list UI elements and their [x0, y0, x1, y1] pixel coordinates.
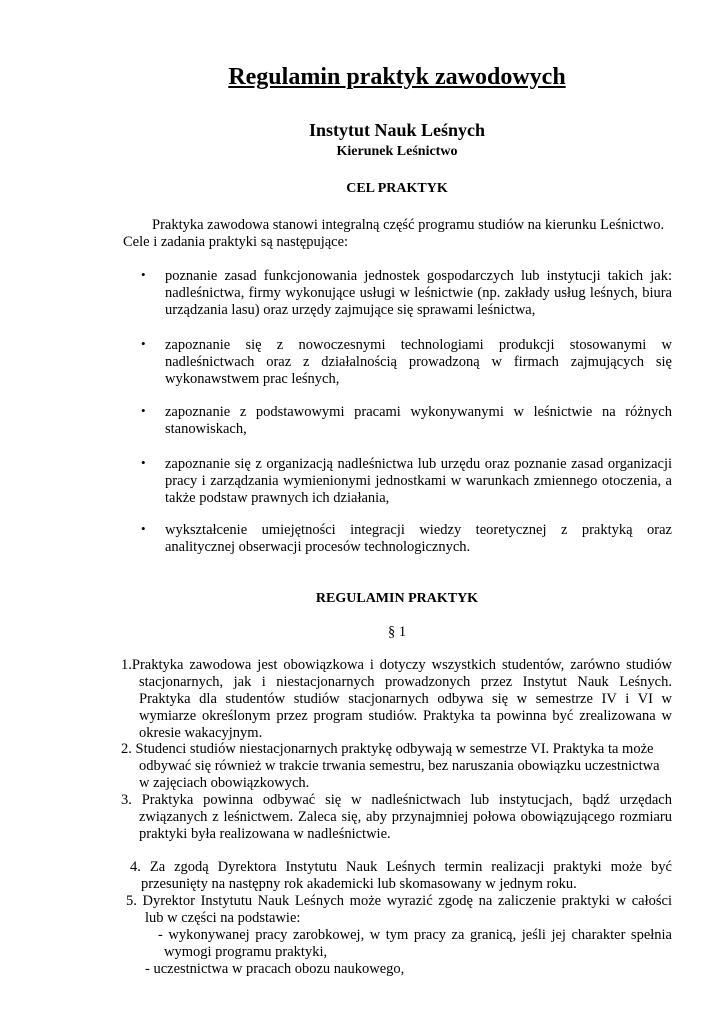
section-heading-goals: CEL PRAKTYK	[346, 181, 448, 196]
bullet-icon: •	[141, 455, 146, 470]
intro-line: Praktyka zawodowa stanowi integralną część programu studiów na kierunku Leśnictwo.	[152, 217, 665, 233]
rule-line: lub w części na podstawie:	[145, 910, 301, 926]
rule-line: wymiarze określonym przez program studiów. Praktyka ta powinna być zrealizowana w	[139, 708, 672, 724]
section-heading-regulations: REGULAMIN PRAKTYK	[315, 591, 479, 606]
institute-name: Instytut Nauk Leśnych	[308, 120, 486, 140]
rule-line: 1.Praktyka zawodowa jest obowiązkowa i dotyczy wszystkich studentów, zarówno studiów	[121, 657, 672, 673]
goal-line: nadleśnictwa, firmy wykonujące usługi w leśnictwie (np. zakłady usług leśnych, biura	[165, 285, 672, 301]
bullet-icon: •	[141, 336, 146, 351]
goal-line: wykonawstwem prac leśnych,	[165, 371, 340, 387]
rule-line: - wykonywanej pracy zarobkowej, w tym pracy za granicą, jeśli jej charakter spełnia	[158, 927, 672, 943]
field-of-study: Kierunek Leśnictwo	[336, 144, 458, 159]
rule-line: w zajęciach obowiązkowych.	[139, 775, 310, 791]
goal-line: pracy i zarządzania wymienionymi jednostkami w warunkach zmiennego otoczenia, a	[165, 473, 672, 489]
rule-line: okresie wakacyjnym.	[139, 725, 263, 741]
goal-line: stanowiskach,	[165, 421, 247, 437]
rule-line: związanych z leśnictwem. Zaleca się, aby przynajmniej połowa obowiązującego rozmiaru	[139, 809, 672, 825]
rule-line: stacjonarnych, jak i niestacjonarnych prowadzonych przez Instytut Nauk Leśnych.	[139, 674, 672, 690]
goal-line: zapoznanie się z nowoczesnymi technologiami produkcji stosowanymi w	[165, 337, 672, 353]
goal-line: analitycznej obserwacji procesów technologicznych.	[165, 539, 471, 555]
rule-line: 4. Za zgodą Dyrektora Instytutu Nauk Leśnych termin realizacji praktyki może być	[130, 859, 672, 875]
bullet-icon: •	[141, 403, 146, 418]
goal-line: zapoznanie się z organizacją nadleśnictwa lub urzędu oraz poznanie zasad organizacji	[165, 456, 672, 472]
goal-line: nadleśnictwach oraz z działalnością prowadzoną w firmach zajmujących się	[165, 354, 672, 370]
intro-line: Cele i zadania praktyki są następujące:	[123, 234, 349, 250]
rule-line: praktyki była realizowana w nadleśnictwie.	[139, 826, 391, 842]
goal-line: zapoznanie z podstawowymi pracami wykonywanymi w leśnictwie na różnych	[165, 404, 672, 420]
bullet-icon: •	[141, 267, 146, 282]
goal-line: także podstaw prawnych ich działania,	[165, 490, 390, 506]
rule-line: odbywać się również w trakcie trwania semestru, bez naruszania obowiązku uczestnictwa	[139, 758, 660, 774]
rule-line: przesunięty na następny rok akademicki lub skomasowany w jednym roku.	[141, 876, 577, 892]
rule-line: 5. Dyrektor Instytutu Nauk Leśnych może wyrazić zgodę na zaliczenie praktyki w całości	[126, 893, 672, 909]
paragraph-symbol: § 1	[387, 624, 407, 640]
goal-line: wykształcenie umiejętności integracji wiedzy teoretycznej z praktyką oraz	[165, 522, 672, 538]
rule-line: 3. Praktyka powinna odbywać się w nadleśnictwach lub instytucjach, bądź urzędach	[121, 792, 672, 808]
goal-line: urządzania lasu) oraz urzędy zajmujące się sprawami leśnictwa,	[165, 302, 536, 318]
bullet-icon: •	[141, 521, 146, 536]
rule-line: wymogi programu praktyki,	[164, 944, 328, 960]
rule-line: Praktyka dla studentów studiów stacjonarnych odbywa się w semestrze IV i VI w	[139, 691, 672, 707]
document-title: Regulamin praktyk zawodowych	[228, 64, 566, 90]
rule-line: - uczestnictwa w pracach obozu naukowego,	[145, 961, 405, 977]
goal-line: poznanie zasad funkcjonowania jednostek gospodarczych lub instytucji takich jak:	[165, 268, 672, 284]
rule-line: 2. Studenci studiów niestacjonarnych praktykę odbywają w semestrze VI. Praktyka ta może	[121, 741, 654, 757]
